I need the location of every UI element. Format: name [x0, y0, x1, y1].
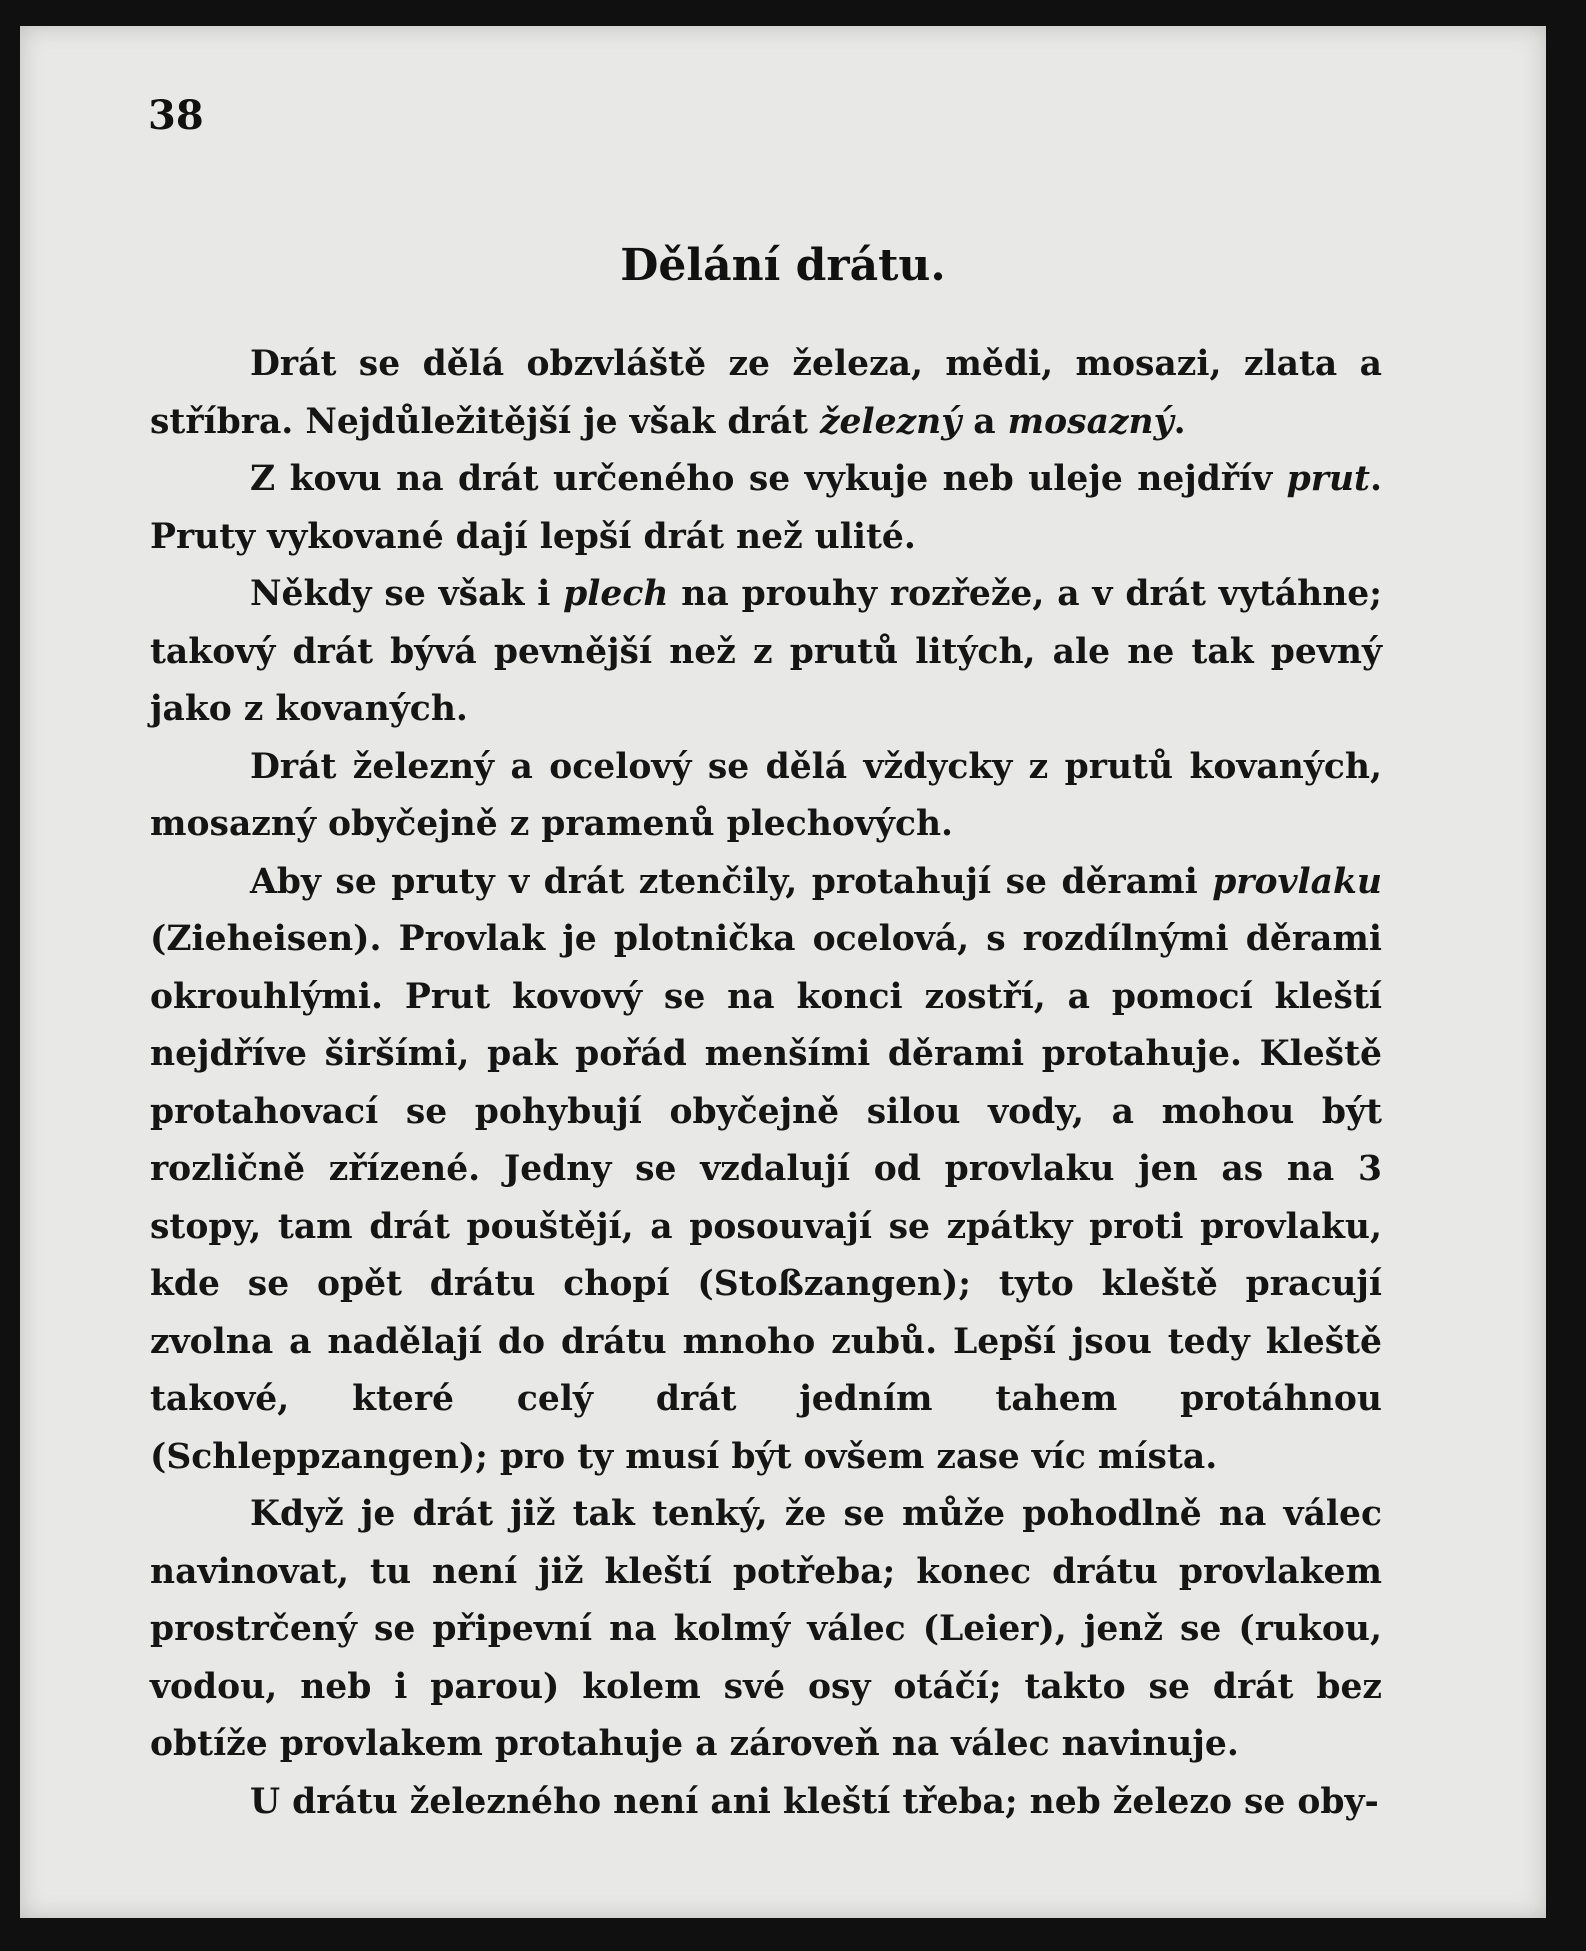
paragraph-text: Aby se pruty v drát ztenčily, protahují se děrami [250, 861, 1213, 902]
book-page [20, 26, 1546, 1918]
paragraph-text: . [1173, 401, 1186, 442]
paragraph [150, 451, 1382, 566]
paragraph-text: Z kovu na drát určeného se vykuje neb uleje nejdřív [250, 459, 1287, 499]
paragraph-text: na prouhy rozřeže, a v drát vytáhne; takový drát bývá pevnější než z prutů litých, ale ne tak pevný jako z kovaných. [150, 574, 1382, 729]
emphasized-term: mosazný [1007, 401, 1174, 442]
paragraph-text: Někdy se však i [250, 574, 564, 614]
chapter-title: Dělání drátu. [620, 240, 946, 291]
paragraph-text: . Pruty vykované dají lepší drát než ulité. [150, 459, 1382, 557]
emphasized-term: prut [1286, 459, 1370, 499]
emphasized-term: železný [819, 401, 962, 442]
paragraph [150, 1486, 1382, 1774]
paragraph [150, 1774, 1382, 1832]
paragraph-text: Drát se dělá obzvláště ze železa, mědi, mosazi, zlata a stříbra. Nejdůležitější je však drát [150, 344, 1382, 442]
page-number: 38 [148, 92, 204, 139]
body-text [150, 336, 1382, 1831]
paragraph-text: a [961, 401, 1008, 442]
paragraph [150, 739, 1382, 854]
paragraph-text: (Zieheisen). Provlak je plotnička ocelová, s rozdílnými děrami okrouhlými. Prut kovový se na konci zostří, a pomocí kleští nejdříve širšími, pak pořád menšími děrami protahuje. Kleště protahovací se pohybují obyčejně silou vody, a mohou být rozličně zřízené. Jedny se vzdalují od provlaku jen as na 3 stopy, tam drát pouštějí, a posouvají se zpátky proti provlaku, kde se opět drátu chopí (Stoßzangen); tyto kleště pracují zvolna a nadělají do drátu mnoho zubů. Lepší jsou tedy kleště takové, které celý drát jedním tahem protáhnou (Schleppzangen); pro ty musí být ovšem zase víc místa. [150, 919, 1382, 1477]
paragraph [150, 566, 1382, 739]
paragraph-text: Drát železný a ocelový se dělá vždycky z prutů kovaných, mosazný obyčejně z pramenů plechových. [150, 746, 1382, 844]
paragraph [150, 336, 1382, 451]
emphasized-term: provlaku [1212, 861, 1382, 902]
emphasized-term: plech [563, 574, 669, 614]
paragraph-text: U drátu železného není ani kleští třeba; neb železo se oby- [250, 1781, 1379, 1822]
paragraph-text: Když je drát již tak tenký, že se může pohodlně na válec navinovat, tu není již kleští potřeba; konec drátu provlakem prostrčený se připevní na kolmý válec (Leier), jenž se (rukou, vodou, neb i parou) kolem své osy otáčí; takto se drát bez obtíže provlakem protahuje a zároveň na válec navinuje. [150, 1494, 1382, 1764]
paragraph [150, 854, 1382, 1487]
